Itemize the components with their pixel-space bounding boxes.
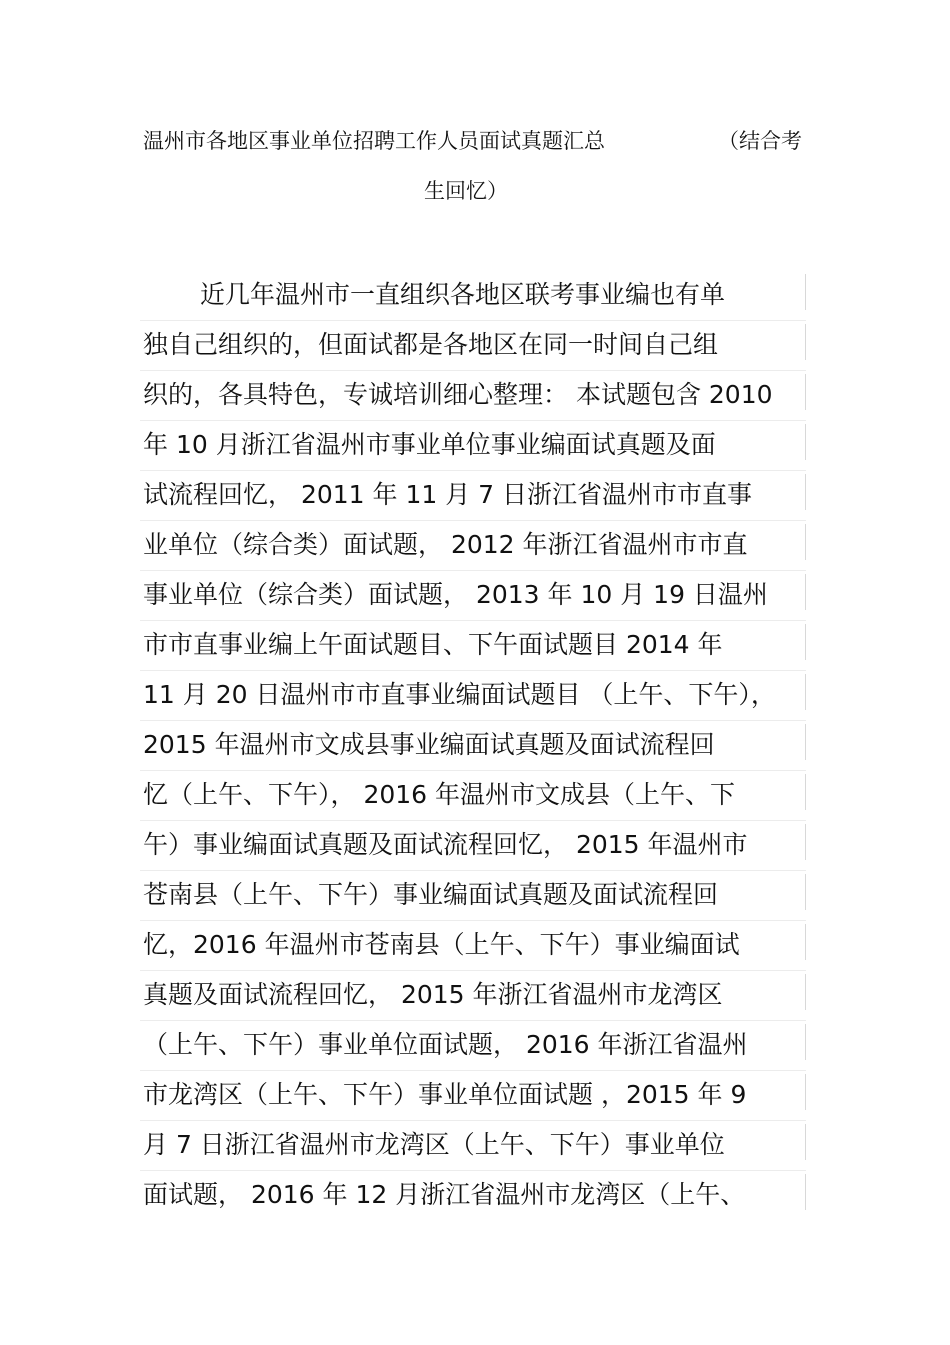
- right-margin-mark: [805, 974, 806, 1010]
- line-separator: [140, 970, 806, 971]
- right-margin-mark: [805, 674, 806, 710]
- document-title: 温州市各地区事业单位招聘工作人员面试真题汇总: [143, 129, 605, 153]
- paragraph-line-text: 2015 年温州市文成县事业编面试真题及面试流程回: [143, 730, 715, 759]
- line-separator: [140, 320, 806, 321]
- right-margin-mark: [805, 574, 806, 610]
- line-separator: [140, 520, 806, 521]
- paragraph-line-text: 年 10 月浙江省温州市事业单位事业编面试真题及面: [143, 430, 716, 459]
- paragraph-line: [0, 870, 950, 920]
- paragraph-line: [0, 270, 950, 320]
- paragraph-line: [0, 820, 950, 870]
- paragraph-line-text: （上午、下午）事业单位面试题， 2016 年浙江省温州: [143, 1030, 748, 1059]
- line-separator: [140, 370, 806, 371]
- right-margin-mark: [805, 1174, 806, 1210]
- paragraph-line: [0, 420, 950, 470]
- paragraph-line-text: 市市直事业编上午面试题目、下午面试题目 2014 年: [143, 630, 723, 659]
- line-separator: [140, 920, 806, 921]
- right-margin-mark: [805, 1124, 806, 1160]
- line-separator: [140, 470, 806, 471]
- line-separator: [140, 420, 806, 421]
- paragraph-line: [0, 720, 950, 770]
- paragraph-line-text: 忆（上午、下午）， 2016 年温州市文成县（上午、下: [143, 780, 736, 809]
- paragraph-line-text: 11 月 20 日温州市市直事业编面试题目 （上午、下午），: [143, 680, 776, 709]
- line-separator: [140, 870, 806, 871]
- paragraph-line: [0, 1170, 950, 1220]
- document-title-end: 生回忆）: [424, 179, 508, 203]
- paragraph-line-text: 月 7 日浙江省温州市龙湾区（上午、下午）事业单位: [143, 1130, 725, 1159]
- right-margin-mark: [805, 424, 806, 460]
- line-separator: [140, 1020, 806, 1021]
- right-margin-mark: [805, 874, 806, 910]
- right-margin-mark: [805, 774, 806, 810]
- line-separator: [140, 670, 806, 671]
- right-margin-mark: [805, 374, 806, 410]
- paragraph-line-text: 织的，各具特色，专诚培训细心整理： 本试题包含 2010: [143, 380, 773, 409]
- line-separator: [140, 620, 806, 621]
- line-separator: [140, 1120, 806, 1121]
- paragraph-line-text: 试流程回忆， 2011 年 11 月 7 日浙江省温州市市直事: [143, 480, 753, 509]
- line-separator: [140, 820, 806, 821]
- paragraph-line-text: 真题及面试流程回忆， 2015 年浙江省温州市龙湾区: [143, 980, 723, 1009]
- paragraph-line-text: 忆，2016 年温州市苍南县（上午、下午）事业编面试: [143, 930, 740, 959]
- right-margin-mark: [805, 274, 806, 310]
- right-margin-mark: [805, 1024, 806, 1060]
- line-separator: [140, 1170, 806, 1171]
- paragraph-line-text: 面试题， 2016 年 12 月浙江省温州市龙湾区（上午、: [143, 1180, 746, 1209]
- right-margin-mark: [805, 1074, 806, 1110]
- paragraph-line: [0, 520, 950, 570]
- paragraph-line: [0, 770, 950, 820]
- right-margin-mark: [805, 924, 806, 960]
- paragraph-line: [0, 620, 950, 670]
- right-margin-mark: [805, 324, 806, 360]
- paragraph-line: [0, 370, 950, 420]
- paragraph-line-text: 市龙湾区（上午、下午）事业单位面试题 ，2015 年 9: [143, 1080, 747, 1109]
- paragraph-line: [0, 470, 950, 520]
- right-margin-mark: [805, 524, 806, 560]
- paragraph-line: [0, 570, 950, 620]
- line-separator: [140, 1070, 806, 1071]
- paragraph-line-text: 苍南县（上午、下午）事业编面试真题及面试流程回: [143, 880, 719, 909]
- paragraph-line: [0, 1120, 950, 1170]
- right-margin-mark: [805, 474, 806, 510]
- paragraph-line-text: 近几年温州市一直组织各地区联考事业编也有单: [200, 280, 726, 309]
- line-separator: [140, 720, 806, 721]
- paragraph-line-text: 事业单位（综合类）面试题， 2013 年 10 月 19 日温州: [143, 580, 768, 609]
- paragraph-line-text: 独自己组织的，但面试都是各地区在同一时间自己组: [143, 330, 719, 359]
- right-margin-mark: [805, 824, 806, 860]
- right-margin-mark: [805, 624, 806, 660]
- paragraph-line-text: 午）事业编面试真题及面试流程回忆， 2015 年温州市: [143, 830, 748, 859]
- paragraph-line: [0, 970, 950, 1020]
- paragraph-line: [0, 1070, 950, 1120]
- line-separator: [140, 770, 806, 771]
- document-title-continued: （结合考: [718, 129, 802, 153]
- line-separator: [140, 570, 806, 571]
- paragraph-line: [0, 920, 950, 970]
- paragraph-line: [0, 670, 950, 720]
- paragraph-line-text: 业单位（综合类）面试题， 2012 年浙江省温州市市直: [143, 530, 748, 559]
- right-margin-mark: [805, 724, 806, 760]
- paragraph-line: [0, 320, 950, 370]
- paragraph-line: [0, 1020, 950, 1070]
